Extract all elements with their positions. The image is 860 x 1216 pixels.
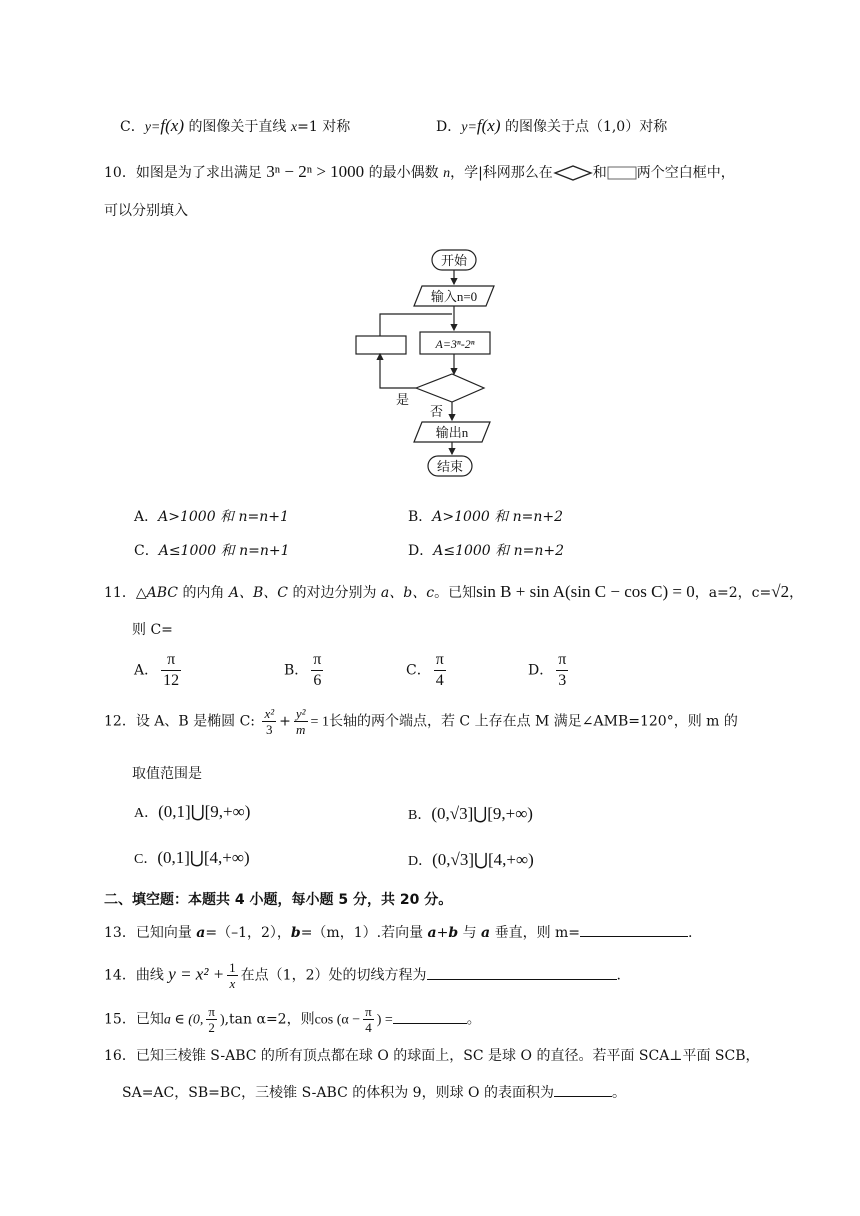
q16-answer-blank[interactable]: [554, 1082, 612, 1097]
flow-output-label: 输出n: [435, 425, 469, 440]
q11-stem-line2: 则 C=: [132, 622, 173, 638]
q12-option-c: C．(0,1]⋃[4,+∞): [134, 848, 250, 867]
flow-input-label: 输入n=0: [430, 289, 478, 304]
q10-option-c: C．A≤1000 和 n=n+1: [134, 543, 290, 559]
q9-option-c: C．y=f(x) 的图像关于直线 x=1 对称: [120, 116, 351, 135]
q10-option-a: A．A>1000 和 n=n+1: [134, 509, 289, 525]
q10-option-b: B．A>1000 和 n=n+2: [408, 509, 564, 525]
q11-option-b: B． $\frac{\pi}{6}$: [284, 651, 322, 689]
flow-assign-label: A=3ⁿ-2ⁿ: [435, 337, 475, 351]
flow-yes-label: 是: [396, 392, 410, 407]
q10-stem-line2: 可以分别填入: [104, 203, 188, 219]
q13-stem: 13．已知向量 a=（–1，2），b=（m，1）.若向量 a+b 与 a 垂直，则 m= .: [104, 922, 692, 943]
q12-option-a: A．(0,1]⋃[9,+∞): [134, 802, 251, 821]
q12-option-d: D．(0,√3]⋃[4,+∞): [408, 850, 534, 869]
flow-start-label: 开始: [440, 253, 468, 268]
q9-option-d: D．y=f(x) 的图像关于点（1,0）对称: [436, 116, 668, 135]
q10-stem: 10．如图是为了求出满足 3ⁿ − 2ⁿ > 1000 的最小偶数 n，学|科网那么在 和 两个空白框中，: [104, 162, 735, 181]
section-title: 二、填空题：本题共 4 小题，每小题 5 分，共 20 分。: [104, 892, 453, 908]
q11-option-c: C． $\frac{\pi}{4}$: [406, 651, 444, 689]
q16-stem-line2: SA=AC，SB=BC，三棱锥 S-ABC 的体积为 9，则球 O 的表面积为 。: [122, 1082, 626, 1103]
flow-no-label: 否: [430, 404, 444, 419]
flow-decision-diamond: [416, 374, 484, 402]
q10-option-d: D．A≤1000 和 n=n+2: [408, 543, 565, 559]
rectangle-blank-icon: [607, 166, 637, 180]
flowchart: [340, 244, 520, 484]
flow-blank-box: [356, 336, 406, 354]
q11-stem: 11．△ABC 的内角 A、B、C 的对边分别为 a、b、c。已知sin B + sin A(sin C − cos C) = 0，a=2，c=√2，: [104, 582, 804, 601]
q11-option-a: A． $\frac{\pi}{12}$: [134, 651, 180, 689]
q12-stem: 12．设 A、B 是椭圆 C: $\frac{\text{x²}}{3}$ + $\frac{\text{y²}}{m}$ = 1长轴的两个端点，若 C 上存在点 M 满足∠AMB=120°，则 m 的: [104, 706, 738, 737]
q11-option-d: D． $\frac{\pi}{3}$: [528, 651, 567, 689]
diamond-blank-icon: [553, 164, 593, 182]
q16-stem: 16．已知三棱锥 S-ABC 的所有顶点都在球 O 的球面上，SC 是球 O 的直径。若平面 SCA⊥平面 SCB，: [104, 1048, 760, 1064]
q13-answer-blank[interactable]: [580, 922, 688, 937]
q15-answer-blank[interactable]: [393, 1009, 467, 1024]
q14-answer-blank[interactable]: [427, 965, 617, 980]
q14-stem: 14．曲线 y = x² + $\frac{1}{x}$ 在点（1，2）处的切线方程为 .: [104, 960, 621, 991]
q12-stem-line2: 取值范围是: [132, 766, 202, 782]
flow-end-label: 结束: [436, 459, 464, 474]
q15-stem: 15．已知a ∈ (0, $\frac{\pi}{2}$ ),tan α=2，则cos (α − $\frac{\pi}{4}$ ) = 。: [104, 1004, 481, 1035]
q12-option-b: B．(0,√3]⋃[9,+∞): [408, 804, 533, 823]
